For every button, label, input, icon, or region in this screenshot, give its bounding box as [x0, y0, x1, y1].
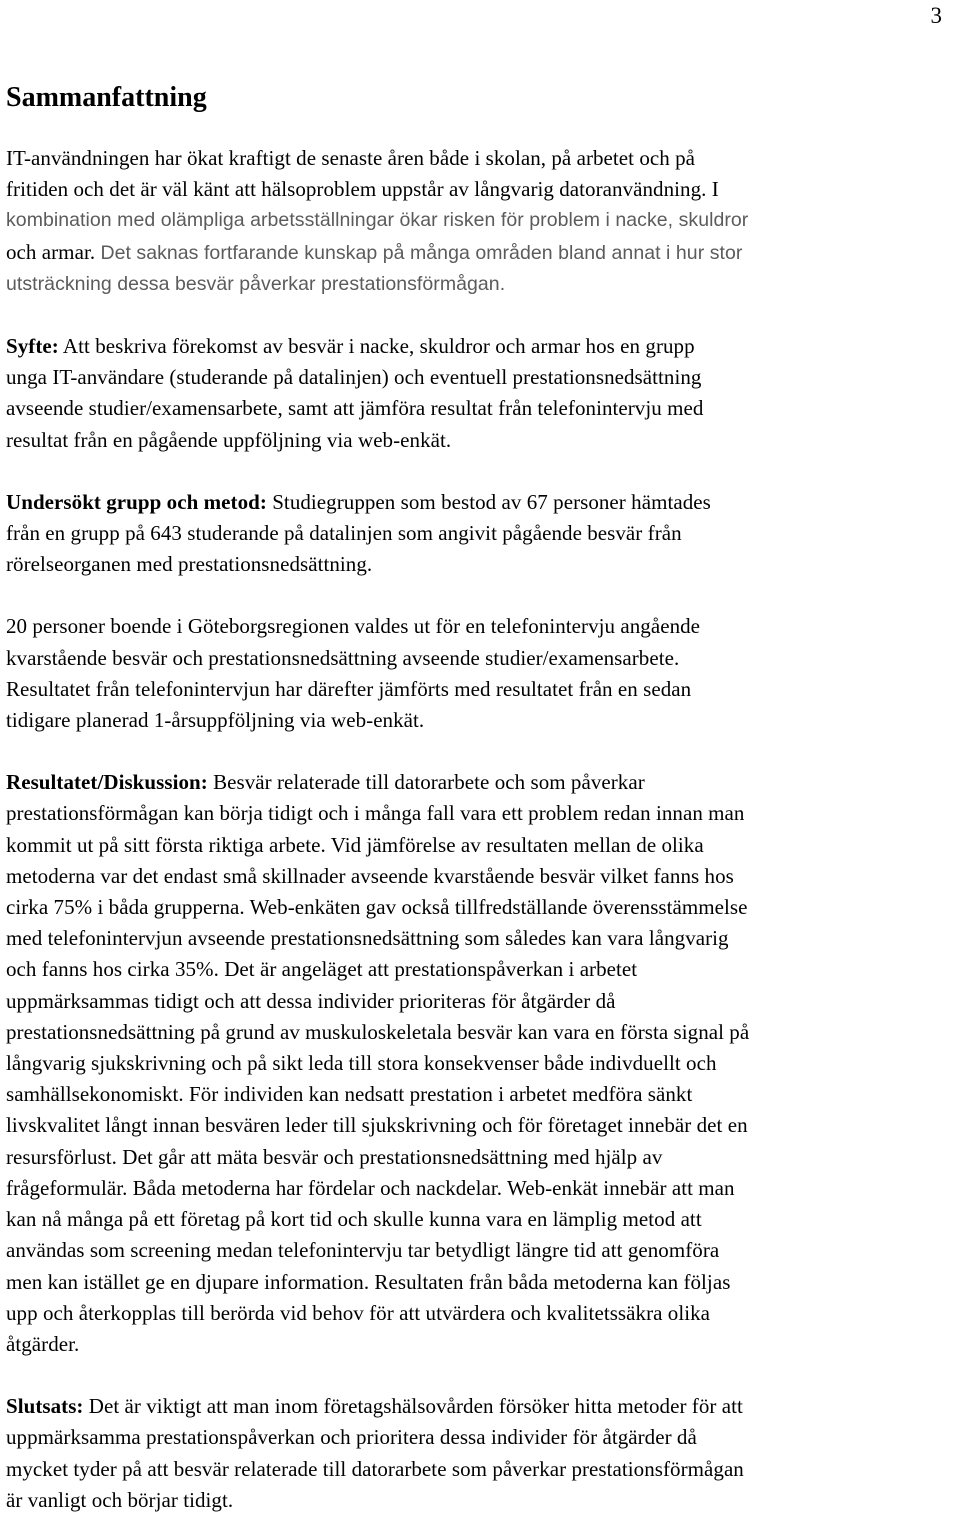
telefon-paragraph	[6, 611, 958, 736]
resultat-line: cirka 75% i båda grupperna. Web-enkäten gav också tillfredställande överensstämmelse	[6, 895, 748, 920]
resultat-line: livskvalitet långt innan besvären leder till sjukskrivning och för företaget innebär det en	[6, 1113, 748, 1138]
metod-text: Studiegruppen som bestod av 67 personer hämtades	[266, 489, 711, 514]
syfte-paragraph	[6, 331, 958, 456]
syfte-line	[6, 331, 958, 362]
resultat-line: åtgärder.	[6, 1331, 80, 1356]
summary-body	[6, 143, 958, 1516]
slutsats-line: mycket tyder på att besvär relaterade till datorarbete som påverkar prestationsförmågan	[6, 1456, 744, 1481]
intro-line-part: Det saknas fortfarande kunskap på många områden bland annat i hur stor	[100, 241, 743, 264]
resultat-line: frågeformulär. Båda metoderna har fördelar och nackdelar. Web-enkät innebär att man	[6, 1175, 735, 1200]
metod-paragraph	[6, 487, 958, 581]
resultat-line: med telefonintervjun avseende prestationsnedsättning som således kan vara långvarig	[6, 926, 729, 951]
intro-line-part: och armar.	[6, 239, 101, 264]
metod-label: Undersökt grupp och metod:	[6, 489, 267, 514]
resultat-line: långvarig sjukskrivning och på sikt leda till stora konsekvenser både indivduellt och	[6, 1051, 717, 1076]
intro-line: utsträckning dessa besvär påverkar prestationsförmågan.	[6, 272, 506, 295]
intro-line: kombination med olämpliga arbetsställningar ökar risken för problem i nacke, skuldror	[6, 209, 749, 232]
slutsats-line: uppmärksamma prestationspåverkan och prioritera dessa individer för åtgärder då	[6, 1425, 697, 1450]
resultat-paragraph	[6, 767, 958, 1360]
slutsats-paragraph	[6, 1391, 958, 1516]
slutsats-line	[6, 1391, 958, 1422]
syfte-line: resultat från en pågående uppföljning via web-enkät.	[6, 427, 452, 452]
resultat-line	[6, 767, 958, 798]
resultat-line: och fanns hos cirka 35%. Det är angeläget att prestationspåverkan i arbetet	[6, 957, 638, 982]
section-heading: Sammanfattning	[6, 82, 207, 113]
resultat-line: upp och återkopplas till berörda vid behov för att utvärdera och kvalitetssäkra olika	[6, 1300, 711, 1325]
resultat-line: prestationsförmågan kan börja tidigt och i många fall vara ett problem redan innan man	[6, 801, 745, 826]
metod-line: rörelseorganen med prestationsnedsättning.	[6, 552, 373, 577]
intro-line: IT-användningen har ökat kraftigt de senaste åren både i skolan, på arbetet och på	[6, 146, 696, 170]
resultat-line: användas som screening medan telefonintervju tar betydligt längre tid att genomföra	[6, 1238, 720, 1263]
slutsats-line: är vanligt och börjar tidigt.	[6, 1487, 234, 1512]
syfte-text: Att beskriva förekomst av besvär i nacke, skuldror och armar hos en grupp	[58, 334, 695, 359]
telefon-line: Resultatet från telefonintervjun har därefter jämförts med resultatet från en sedan	[6, 676, 692, 701]
metod-line: från en grupp på 643 studerande på datalinjen som angivit pågående besvär från	[6, 521, 682, 546]
resultat-line: uppmärksammas tidigt och att dessa individer prioriteras för åtgärder då	[6, 988, 616, 1013]
resultat-label: Resultatet/Diskussion:	[6, 770, 208, 795]
slutsats-text: Det är viktigt att man inom företagshälsovården försöker hitta metoder för att	[83, 1394, 743, 1419]
syfte-label: Syfte:	[6, 334, 59, 359]
syfte-line: unga IT-användare (studerande på datalinjen) och eventuell prestationsnedsättning	[6, 365, 702, 390]
telefon-line: 20 personer boende i Göteborgsregionen valdes ut för en telefonintervju angående	[6, 614, 701, 639]
resultat-line: prestationsnedsättning på grund av muskuloskeletala besvär kan vara en första signal på	[6, 1019, 750, 1044]
resultat-line: kommit ut på sitt första riktiga arbete. Vid jämförelse av resultaten mellan de olika	[6, 832, 704, 857]
slutsats-label: Slutsats:	[6, 1394, 84, 1419]
resultat-line: kan nå många på ett företag på kort tid och skulle kunna vara en lämplig metod att	[6, 1207, 702, 1232]
intro-paragraph	[6, 143, 958, 300]
resultat-line: samhällsekonomiskt. För individen kan nedsatt prestation i arbetet medföra sänkt	[6, 1082, 693, 1107]
telefon-line: kvarstående besvär och prestationsnedsättning avseende studier/examensarbete.	[6, 645, 680, 670]
page-number: 3	[930, 3, 942, 28]
resultat-line: metoderna var det endast små skillnader avseende kvarstående besvär vilket fanns hos	[6, 863, 734, 888]
resultat-line: resursförlust. Det går att mäta besvär och prestationsnedsättning med hjälp av	[6, 1144, 663, 1169]
telefon-line: tidigare planerad 1-årsuppföljning via web-enkät.	[6, 708, 425, 733]
metod-line	[6, 487, 958, 518]
resultat-line: men kan istället ge en djupare information. Resultaten från båda metoderna kan följas	[6, 1269, 731, 1294]
syfte-line: avseende studier/examensarbete, samt att jämföra resultat från telefonintervju med	[6, 396, 704, 421]
intro-line	[6, 237, 958, 269]
resultat-text: Besvär relaterade till datorarbete och som påverkar	[207, 770, 645, 795]
intro-line: fritiden och det är väl känt att hälsoproblem uppstår av långvarig datoranvändning. I	[6, 177, 719, 202]
